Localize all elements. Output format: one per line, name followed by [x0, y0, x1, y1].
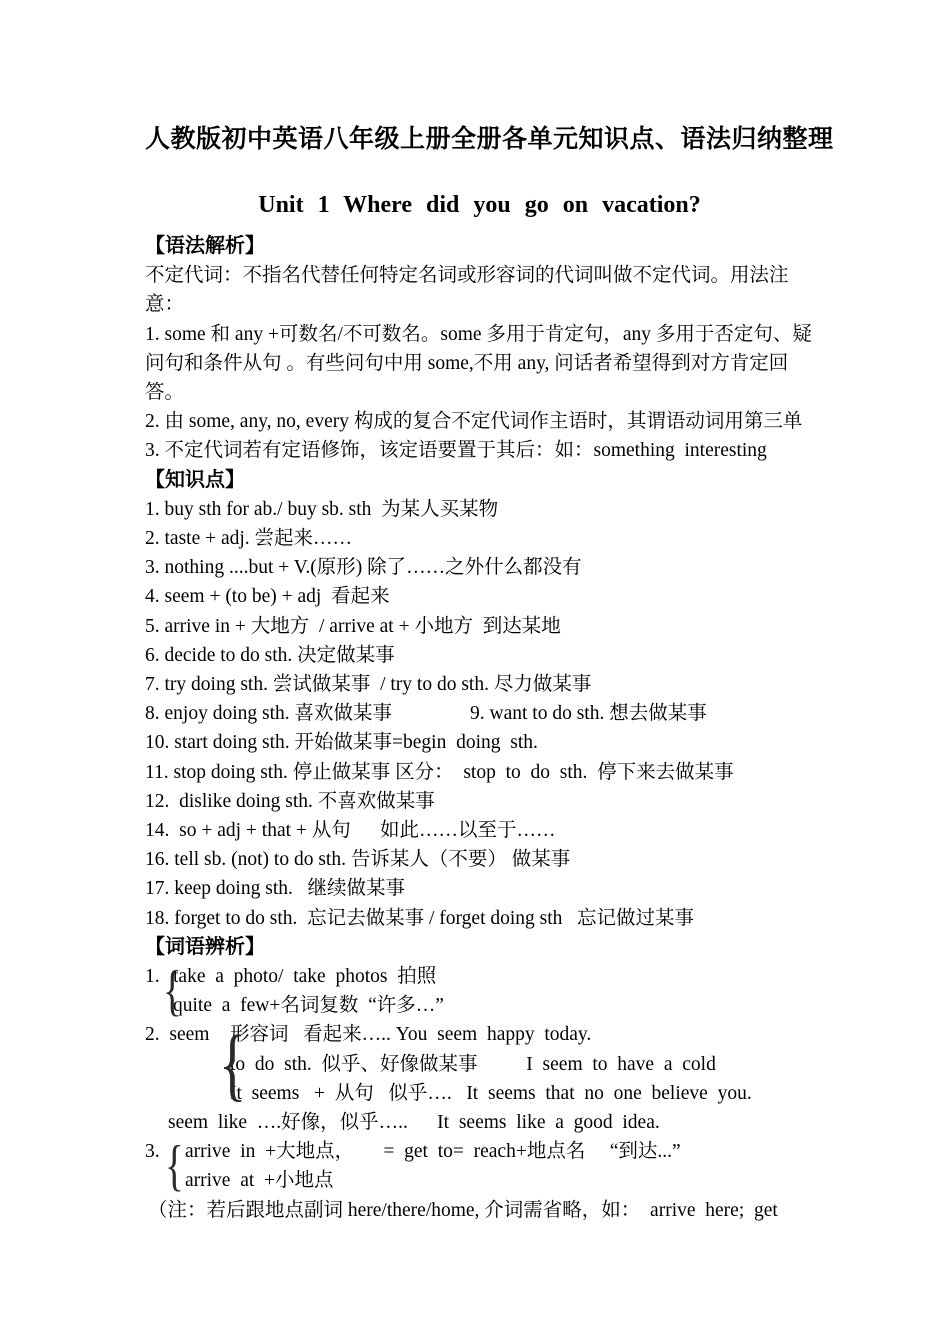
- knowledge-line: 6. decide to do sth. 决定做某事: [145, 644, 395, 666]
- discrimination-line: to do sth. 似乎、好像做某事 I seem to have a cold: [230, 1053, 716, 1075]
- knowledge-line: 12. dislike doing sth. 不喜欢做某事: [145, 790, 435, 812]
- knowledge-line: 10. start doing sth. 开始做某事=begin doing sth.: [145, 732, 538, 754]
- grammar-line: 问句和条件从句 。有些问句中用 some,不用 any, 问话者希望得到对方肯定回: [145, 352, 789, 374]
- discrimination-line: arrive in +大地点， = get to= reach+地点名 “到达...”: [185, 1141, 681, 1163]
- curly-brace-icon: {: [165, 1135, 184, 1198]
- knowledge-line: 14. so + adj + that + 从句 如此……以至于……: [145, 820, 556, 842]
- discrimination-line: take a photo/ take photos 拍照: [173, 966, 437, 988]
- discrimination-item-3: [145, 1135, 814, 1198]
- grammar-line: 1. some 和 any +可数名/不可数名。some 多用于肯定句，any 多用于否定句、疑: [145, 323, 812, 345]
- grammar-line: 2. 由 some, any, no, every 构成的复合不定代词作主语时，其谓语动词用第三单: [145, 411, 803, 433]
- knowledge-line: 2. taste + adj. 尝起来……: [145, 528, 353, 550]
- section-heading-knowledge: 【知识点】: [145, 468, 245, 491]
- item-number: 1.: [145, 966, 160, 988]
- knowledge-section: [145, 495, 814, 933]
- knowledge-line: 17. keep doing sth. 继续做某事: [145, 878, 405, 900]
- section-heading-discrimination: 【词语辨析】: [145, 935, 265, 958]
- curly-brace-icon: {: [163, 960, 182, 1023]
- knowledge-line: 11. stop doing sth. 停止做某事 区分： stop to do sth. 停下来去做某事: [145, 761, 734, 783]
- item-lines: [145, 1135, 814, 1198]
- knowledge-line: 1. buy sth for ab./ buy sb. sth 为某人买某物: [145, 498, 499, 520]
- grammar-line: 答。: [145, 382, 185, 404]
- unit-heading: Unit 1 Where did you go on vacation?: [258, 192, 701, 218]
- knowledge-line: 18. forget to do sth. 忘记去做某事 / forget doing sth 忘记做过某事: [145, 907, 695, 929]
- discrimination-line: 形容词 看起来….. You seem happy today.: [230, 1024, 592, 1046]
- knowledge-line: 7. try doing sth. 尝试做某事 / try to do sth. 尽力做某事: [145, 674, 592, 696]
- grammar-line: 3. 不定代词若有定语修饰，该定语要置于其后：如：something interesting: [145, 440, 767, 462]
- grammar-line: 意：: [145, 294, 185, 316]
- knowledge-line: 8. enjoy doing sth. 喜欢做某事 9. want to do sth. 想去做某事: [145, 703, 707, 725]
- discrimination-line: arrive at +小地点: [185, 1170, 334, 1192]
- discrimination-extra-line: seem like ….好像，似乎….. It seems like a good idea.: [168, 1112, 660, 1134]
- curly-brace-icon: {: [218, 1018, 247, 1110]
- knowledge-line: 16. tell sb. (not) to do sth. 告诉某人（不要） 做某事: [145, 849, 571, 871]
- discrimination-line: quite a few+名词复数 “许多…”: [173, 995, 444, 1017]
- item-number: 2. seem: [145, 1024, 210, 1046]
- note-line: （注：若后跟地点副词 here/there/home, 介词需省略，如： arrive here; get: [148, 1199, 778, 1221]
- item-lines: [145, 960, 814, 1023]
- discrimination-item-2: [145, 1020, 814, 1108]
- discrimination-item-1: [145, 960, 814, 1023]
- grammar-section: [145, 261, 814, 465]
- knowledge-line: 4. seem + (to be) + adj 看起来: [145, 586, 390, 608]
- item-number: 3.: [145, 1141, 160, 1163]
- knowledge-line: 5. arrive in + 大地方 / arrive at + 小地方 到达某地: [145, 615, 561, 637]
- discrimination-line: It seems + 从句 似乎…. It seems that no one believe you.: [230, 1082, 752, 1104]
- document-title: 人教版初中英语八年级上册全册各单元知识点、语法归纳整理: [145, 126, 834, 153]
- section-heading-grammar: 【语法解析】: [145, 235, 265, 257]
- knowledge-line: 3. nothing ....but + V.(原形) 除了……之外什么都没有: [145, 557, 582, 579]
- grammar-line: 不定代词：不指名代替任何特定名词或形容词的代词叫做不定代词。用法注: [145, 265, 789, 287]
